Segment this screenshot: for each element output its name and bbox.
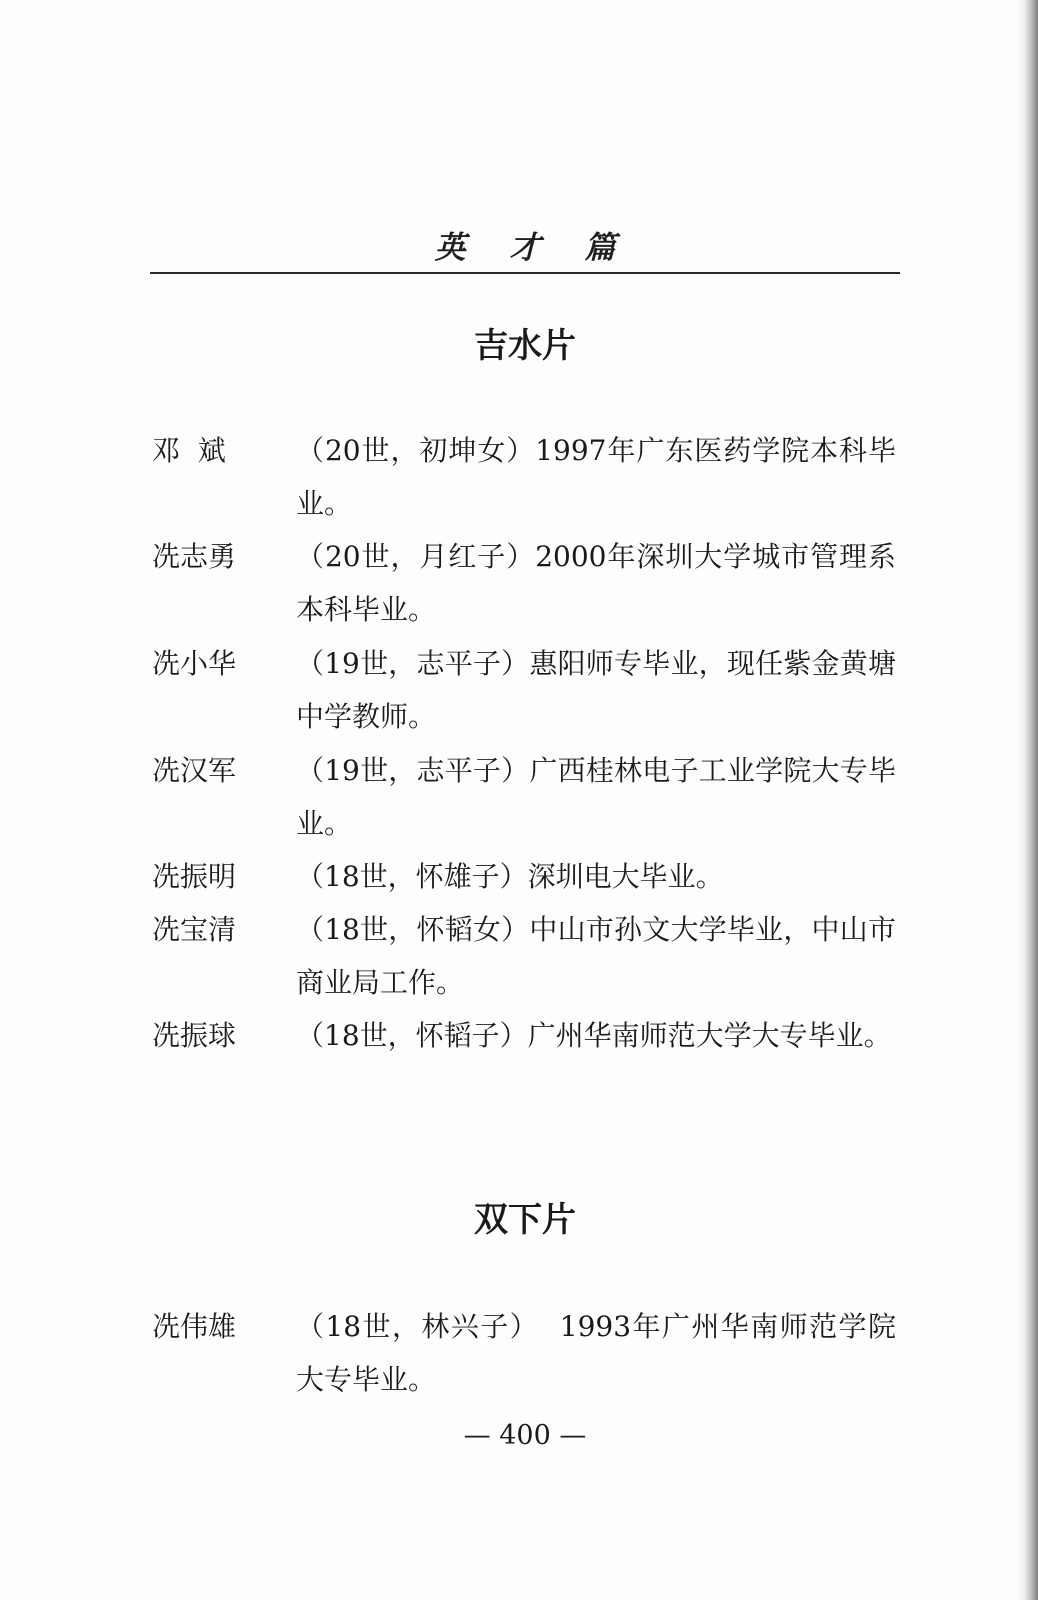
entry-item <box>152 1009 912 1062</box>
entry-text: （19世，志平子）惠阳师专毕业，现任紫金黄塘中学教师。 <box>296 647 896 733</box>
entry-name: 冼汉军 <box>152 754 237 787</box>
entry-item <box>152 637 912 743</box>
entry-text: （19世，志平子）广西桂林电子工业学院大专毕业。 <box>296 754 896 840</box>
page-edge-shadow <box>1016 0 1038 1600</box>
entry-text: （20世，初坤女）1997年广东医药学院本科毕业。 <box>296 434 896 520</box>
entry-item <box>152 744 912 850</box>
entry-item <box>152 903 912 1009</box>
entry-text: （18世，怀韬子）广州华南师范大学大专毕业。 <box>296 1019 892 1052</box>
section-title-jishui: 吉水片 <box>474 326 576 366</box>
entry-name: 冼振球 <box>152 1019 237 1052</box>
running-header-title: 英才篇 <box>434 230 660 266</box>
entry-text: （18世，怀韬女）中山市孙文大学毕业，中山市商业局工作。 <box>296 913 896 999</box>
entry-item <box>152 530 912 636</box>
entry-text: （20世，月红子）2000年深圳大学城市管理系本科毕业。 <box>296 540 896 626</box>
entry-name: 邓 斌 <box>152 434 226 467</box>
entry-item <box>152 850 912 903</box>
entry-name: 冼伟雄 <box>152 1310 237 1343</box>
entry-name: 冼振明 <box>152 860 237 893</box>
entry-name: 冼小华 <box>152 647 237 680</box>
entry-item <box>152 424 912 530</box>
entry-text: （18世，林兴子） 1993年广州华南师范学院大专毕业。 <box>296 1310 896 1396</box>
entry-name: 冼宝清 <box>152 913 237 946</box>
header-rule <box>150 272 900 274</box>
section-title-shuangxia: 双下片 <box>474 1200 576 1240</box>
entry-item <box>152 1300 912 1406</box>
entry-name: 冼志勇 <box>152 540 237 573</box>
page-number: — 400 — <box>463 1420 587 1451</box>
entry-text: （18世，怀雄子）深圳电大毕业。 <box>296 860 724 893</box>
